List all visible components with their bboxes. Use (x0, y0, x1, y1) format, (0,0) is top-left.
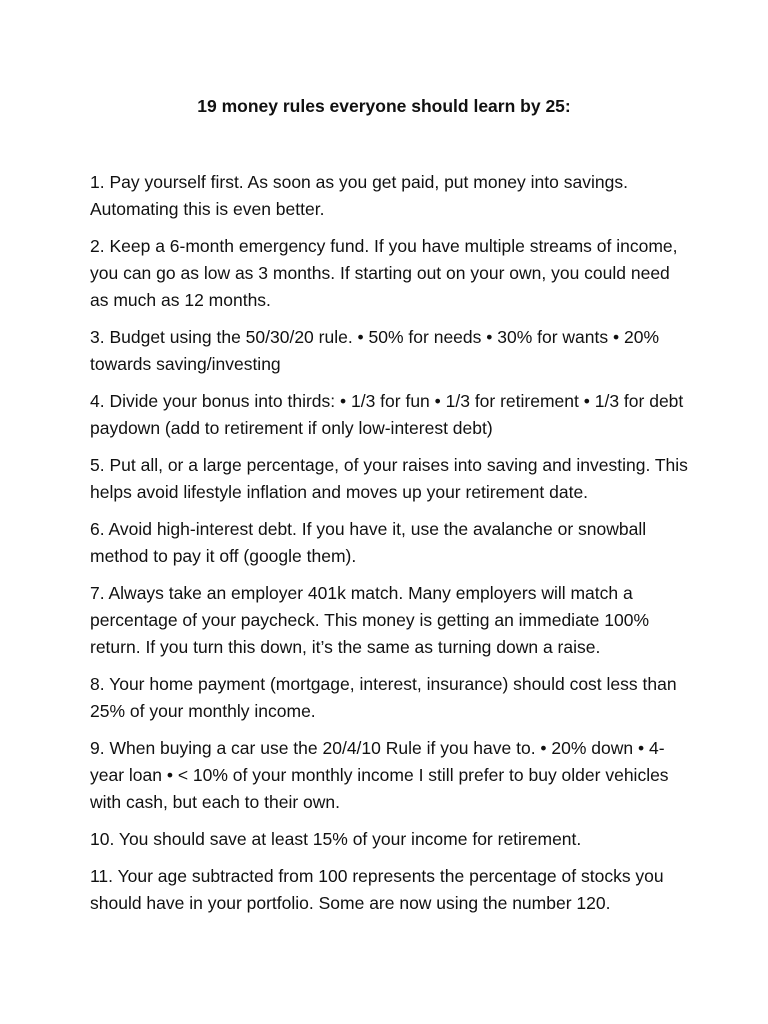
rule-item: 11. Your age subtracted from 100 represents the percentage of stocks you should have in your portfolio. Some are now using the number 120. (90, 866, 664, 913)
rules-list (90, 169, 690, 927)
rule-item: 1. Pay yourself first. As soon as you get paid, put money into savings. Automating this is even better. (90, 172, 628, 219)
rule-item: 9. When buying a car use the 20/4/10 Rule if you have to. • 20% down • 4-year loan • < 10% of your monthly income I still prefer to buy older vehicles with cash, but each to their own. (90, 738, 669, 812)
rule-item: 4. Divide your bonus into thirds: • 1/3 for fun • 1/3 for retirement • 1/3 for debt paydown (add to retirement if only low-interest debt) (90, 391, 684, 438)
rule-item: 8. Your home payment (mortgage, interest, insurance) should cost less than 25% of your monthly income. (90, 674, 677, 721)
document-title: 19 money rules everyone should learn by 25: (197, 96, 571, 116)
rule-item: 5. Put all, or a large percentage, of your raises into saving and investing. This helps avoid lifestyle inflation and moves up your retirement date. (90, 455, 688, 502)
rule-item: 7. Always take an employer 401k match. Many employers will match a percentage of your paycheck. This money is getting an immediate 100% return. If you turn this down, it’s the same as turning down a raise. (90, 583, 650, 657)
rule-item: 3. Budget using the 50/30/20 rule. • 50% for needs • 30% for wants • 20% towards saving/investing (90, 327, 660, 374)
rule-item: 6. Avoid high-interest debt. If you have it, use the avalanche or snowball method to pay it off (google them). (90, 519, 647, 566)
rule-item: 2. Keep a 6-month emergency fund. If you have multiple streams of income, you can go as low as 3 months. If starting out on your own, you could need as much as 12 months. (90, 236, 678, 310)
rule-item: 10. You should save at least 15% of your income for retirement. (90, 829, 582, 849)
